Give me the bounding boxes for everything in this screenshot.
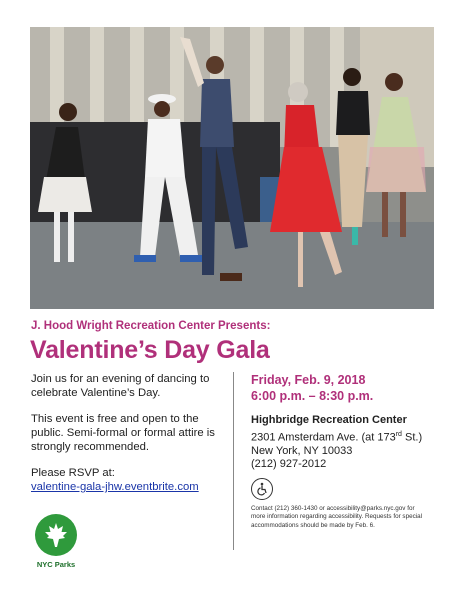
accessibility-text: Contact (212) 360-1430 or accessibility@parks.nyc.gov for more information regarding accessibility. Requests for special accommodations should be made by Feb. 6. [251, 505, 423, 529]
venue-name: Highbridge Recreation Center [251, 414, 407, 426]
event-date: Friday, Feb. 9, 2018 [251, 373, 366, 387]
accessibility-info [251, 478, 427, 530]
venue-address-line2: New York, NY 10033 [251, 444, 353, 457]
dancers-illustration [30, 27, 434, 309]
column-divider [233, 372, 234, 550]
event-photo [30, 27, 434, 309]
event-description [31, 372, 226, 494]
rsvp-link[interactable]: valentine-gala-jhw.eventbrite.com [31, 481, 199, 493]
address-street-suffix: St.) [401, 431, 423, 444]
event-title: Valentine’s Day Gala [30, 336, 270, 364]
nyc-parks-logo [33, 514, 79, 569]
venue-phone: (212) 927-2012 [251, 458, 327, 471]
intro-text: Join us for an evening of dancing to celebrate Valentine’s Day. [31, 373, 210, 399]
logo-text: NYC Parks [36, 560, 76, 569]
rsvp-label: Please RSVP at: [31, 467, 115, 479]
maple-leaf-icon [35, 514, 77, 556]
address-ordinal: rd [395, 430, 402, 438]
venue-address-line1 [251, 428, 441, 445]
event-time: 6:00 p.m. – 8:30 p.m. [251, 389, 374, 403]
venue-block [251, 414, 441, 472]
address-street: 2301 Amsterdam Ave. (at 173 [251, 431, 396, 444]
free-note: This event is free and open to the public. Semi-formal or formal attire is strongly recommended. [31, 413, 215, 453]
event-details [251, 372, 441, 472]
presenter-line: J. Hood Wright Recreation Center Presents: [31, 320, 271, 332]
wheelchair-icon [251, 478, 273, 500]
